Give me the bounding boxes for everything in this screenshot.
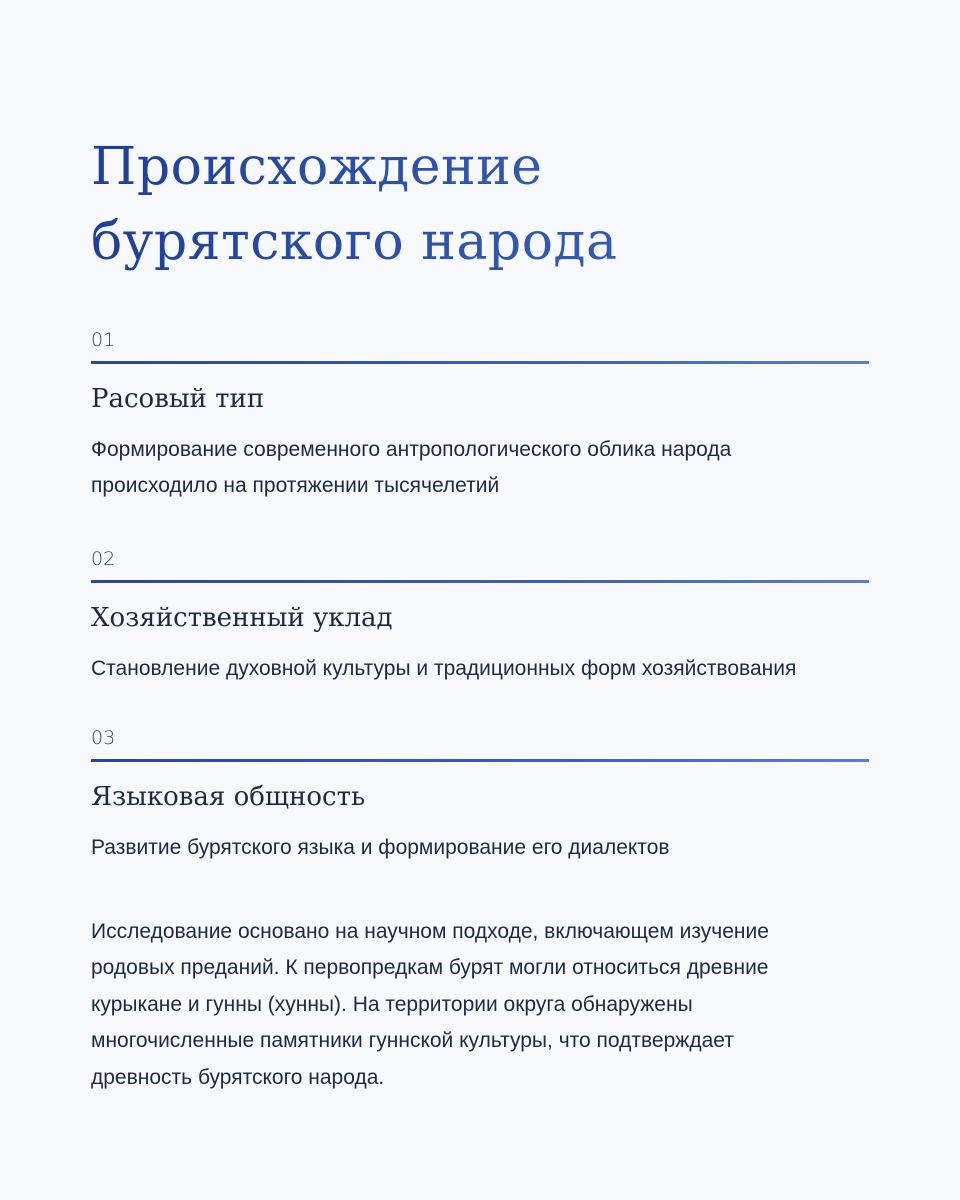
conclusion-line: древность бурятского народа.	[91, 1065, 385, 1089]
section-text	[91, 830, 869, 866]
section-number: 03	[91, 726, 116, 749]
section-racial-type	[91, 327, 869, 504]
section-number: 01	[91, 328, 116, 351]
section-number: 02	[91, 547, 116, 570]
section-heading: Языковая общность	[91, 781, 366, 812]
conclusion-line: родовых преданий. К первопредкам бурят могли относиться древние	[91, 956, 769, 980]
section-heading: Хозяйственный уклад	[91, 602, 393, 633]
page-title-line-1: Происхождение	[91, 137, 543, 197]
section-heading: Расовый тип	[91, 383, 265, 414]
section-text-line: Становление духовной культуры и традиционных форм хозяйствования	[91, 656, 797, 680]
conclusion-line: Исследование основано на научном подходе, включающем изучение	[91, 919, 769, 943]
section-text	[91, 651, 869, 687]
section-text-line: Развитие бурятского языка и формирование его диалектов	[91, 835, 670, 859]
section-language	[91, 725, 869, 866]
section-economy	[91, 546, 869, 687]
conclusion-paragraph	[91, 914, 851, 1097]
sections-list	[91, 327, 869, 866]
section-text-line: происходило на протяжении тысячелетий	[91, 473, 500, 497]
section-divider	[91, 759, 869, 762]
page-title	[91, 130, 869, 281]
section-divider	[91, 361, 869, 364]
section-divider	[91, 580, 869, 583]
section-text-line: Формирование современного антропологического облика народа	[91, 437, 732, 461]
conclusion-line: многочисленные памятники гуннской культуры, что подтверждает	[91, 1029, 734, 1053]
page-title-line-2: бурятского народа	[91, 212, 618, 273]
conclusion-line: курыкане и гунны (хунны). На территории округа обнаружены	[91, 992, 693, 1016]
section-text	[91, 432, 869, 504]
